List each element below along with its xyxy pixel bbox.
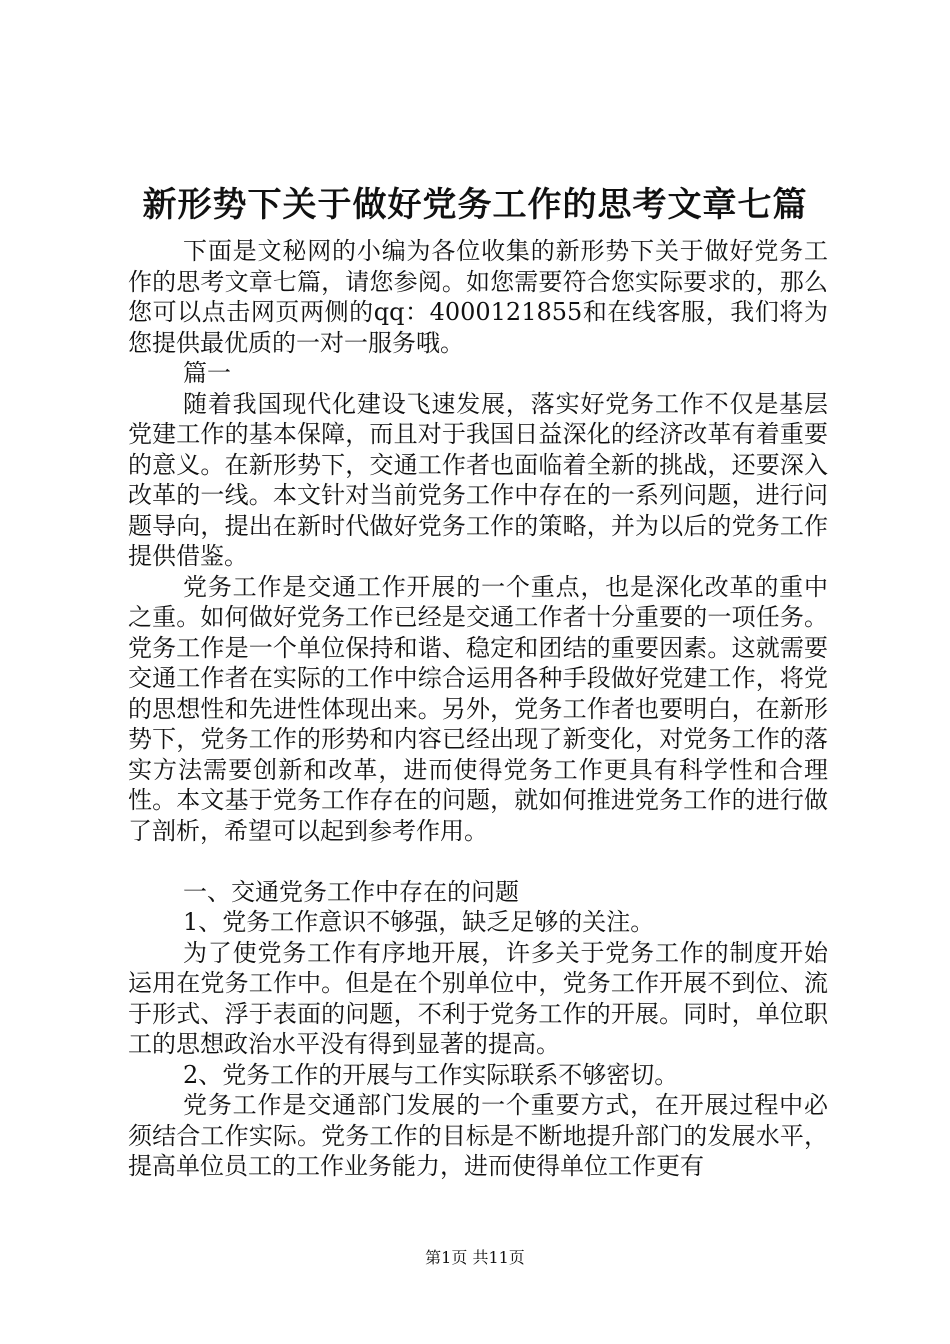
paragraph-background: 随着我国现代化建设飞速发展，落实好党务工作不仅是基层党建工作的基本保障，而且对于我国日益深化的经济改革有着重要的意义。在新形势下，交通工作者也面临着全新的挑战，还要深入改革的一线。本文针对当前党务工作中存在的一系列问题，进行问题导向，提出在新时代做好党务工作的策略，并为以后的党务工作提供借鉴。 [128, 389, 828, 570]
subheading-problem-two: 2、党务工作的开展与工作实际联系不够密切。 [183, 1060, 679, 1089]
document-title: 新形势下关于做好党务工作的思考文章七篇 [142, 184, 808, 225]
paragraph-problem-two: 党务工作是交通部门发展的一个重要方式，在开展过程中必须结合工作实际。党务工作的目标是不断地提升部门的发展水平，提高单位员工的工作业务能力，进而使得单位工作更有 [128, 1091, 828, 1180]
section-heading-problems: 一、交通党务工作中存在的问题 [183, 877, 519, 906]
subheading-problem-one: 1、党务工作意识不够强，缺乏足够的关注。 [183, 908, 655, 936]
page-footer: 第1页 共11页 [425, 1248, 525, 1267]
section-label-part-one: 篇一 [183, 359, 231, 387]
paragraph-problem-one: 为了使党务工作有序地开展，许多关于党务工作的制度开始运用在党务工作中。但是在个别单位中，党务工作开展不到位、流于形式、浮于表面的问题，不利于党务工作的开展。同时，单位职工的思想政治水平没有得到显著的提高。 [128, 938, 828, 1058]
paragraph-intro: 下面是文秘网的小编为各位收集的新形势下关于做好党务工作的思考文章七篇，请您参阅。如您需要符合您实际要求的，那么您可以点击网页两侧的qq：4000121855和在线客服，我们将为您提供最优质的一对一服务哦。 [128, 237, 828, 357]
paragraph-importance: 党务工作是交通工作开展的一个重点，也是深化改革的重中之重。如何做好党务工作已经是交通工作者十分重要的一项任务。党务工作是一个单位保持和谐、稳定和团结的重要因素。这就需要交通工作者在实际的工作中综合运用各种手段做好党建工作，将党的思想性和先进性体现出来。另外，党务工作者也要明白，在新形势下，党务工作的形势和内容已经出现了新变化，对党务工作的落实方法需要创新和改革，进而使得党务工作更具有科学性和合理性。本文基于党务工作存在的问题，就如何推进党务工作的进行做了剖析，希望可以起到参考作用。 [128, 572, 828, 845]
document-body [128, 236, 828, 1182]
